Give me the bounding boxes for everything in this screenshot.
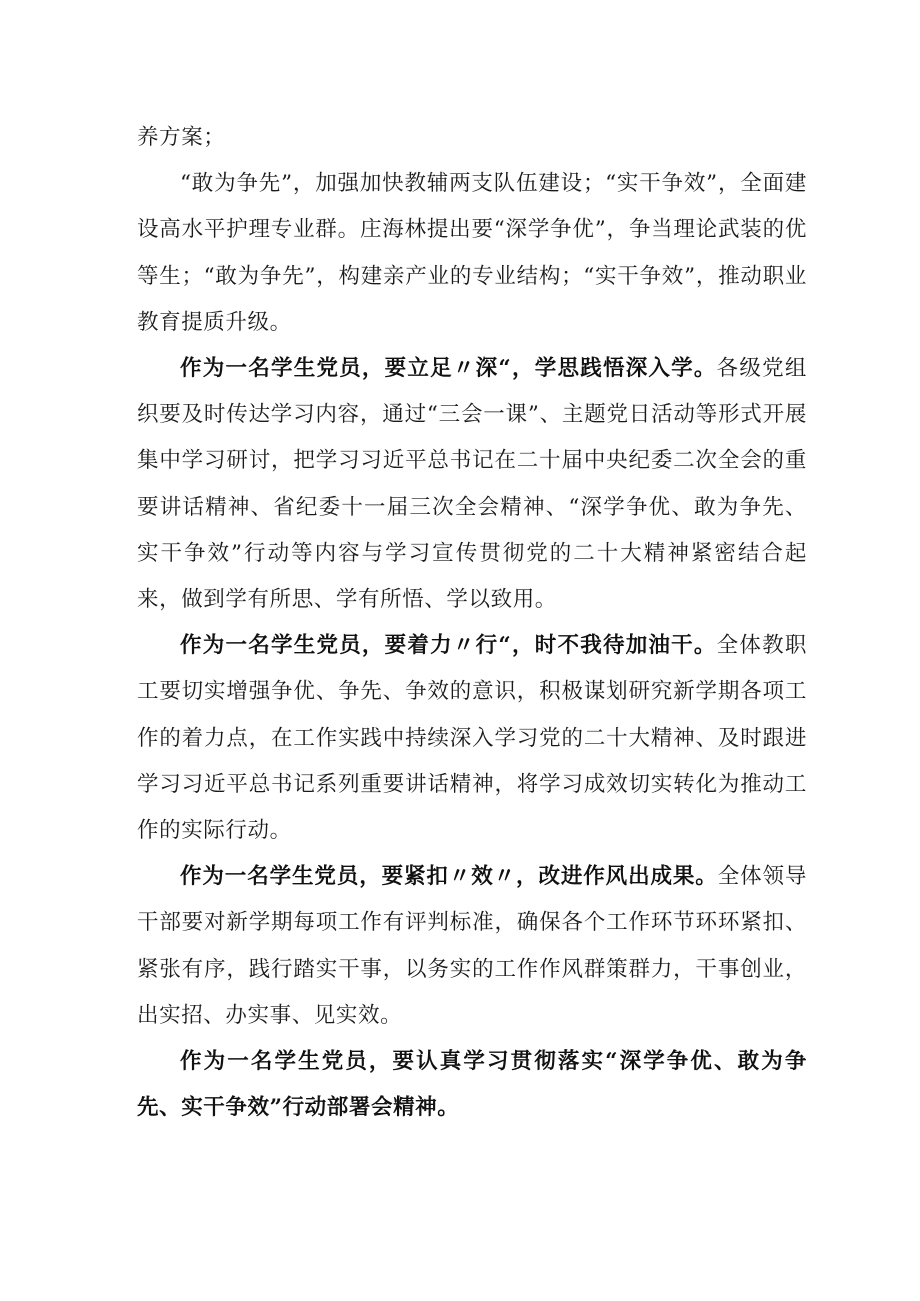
paragraph-body: 各级党组织要及时传达学习内容，通过“三会一课”、主题党日活动等形式开展集中学习研讨，把学习习近平总书记在二十届中央纪委二次全会的重要讲话精神、省纪委十一届三次全会精神、“深学争优、敢为争先、实干争效”行动等内容与学习宣传贯彻党的二十大精神紧密结合起来，做到学有所思、学有所悟、学以致用。	[137, 356, 807, 613]
paragraph-4	[137, 623, 807, 854]
paragraph-6	[137, 1039, 807, 1131]
paragraph-lead: 作为一名学生党员，要认真学习贯彻落实“深学争优、敢为争先、实干争效”行动部署会精神。	[137, 1049, 807, 1121]
paragraph-body: 养方案；	[137, 125, 226, 150]
paragraph-body: “敢为争先”，加强加快教辅两支队伍建设；“实干争效”，全面建设高水平护理专业群。庄海林提出要“深学争优”，争当理论武装的优等生；“敢为争先”，构建亲产业的专业结构；“实干争效”，推动职业教育提质升级。	[137, 171, 807, 335]
paragraph-body: 全体教职工要切实增强争优、争先、争效的意识，积极谋划研究新学期各项工作的着力点，在工作实践中持续深入学习党的二十大精神、及时跟进学习习近平总书记系列重要讲话精神，将学习成效切实转化为推动工作的实际行动。	[137, 633, 807, 844]
paragraph-2	[137, 161, 807, 346]
paragraph-body: 全体领导干部要对新学期每项工作有评判标准，确保各个工作环节环环紧扣、紧张有序，践行踏实干事，以务实的工作作风群策群力，干事创业，出实招、办实事、见实效。	[137, 864, 807, 1028]
paragraph-lead: 作为一名学生党员，要着力〃行“，时不我待加油干。	[180, 633, 717, 659]
paragraph-continuation	[137, 115, 807, 161]
document-body	[137, 115, 807, 1131]
paragraph-5	[137, 854, 807, 1039]
paragraph-lead: 作为一名学生党员，要立足〃深“，学思践悟深入学。	[180, 356, 717, 382]
paragraph-3	[137, 346, 807, 623]
paragraph-lead: 作为一名学生党员，要紧扣〃效〃，改进作风出成果。	[180, 864, 718, 890]
